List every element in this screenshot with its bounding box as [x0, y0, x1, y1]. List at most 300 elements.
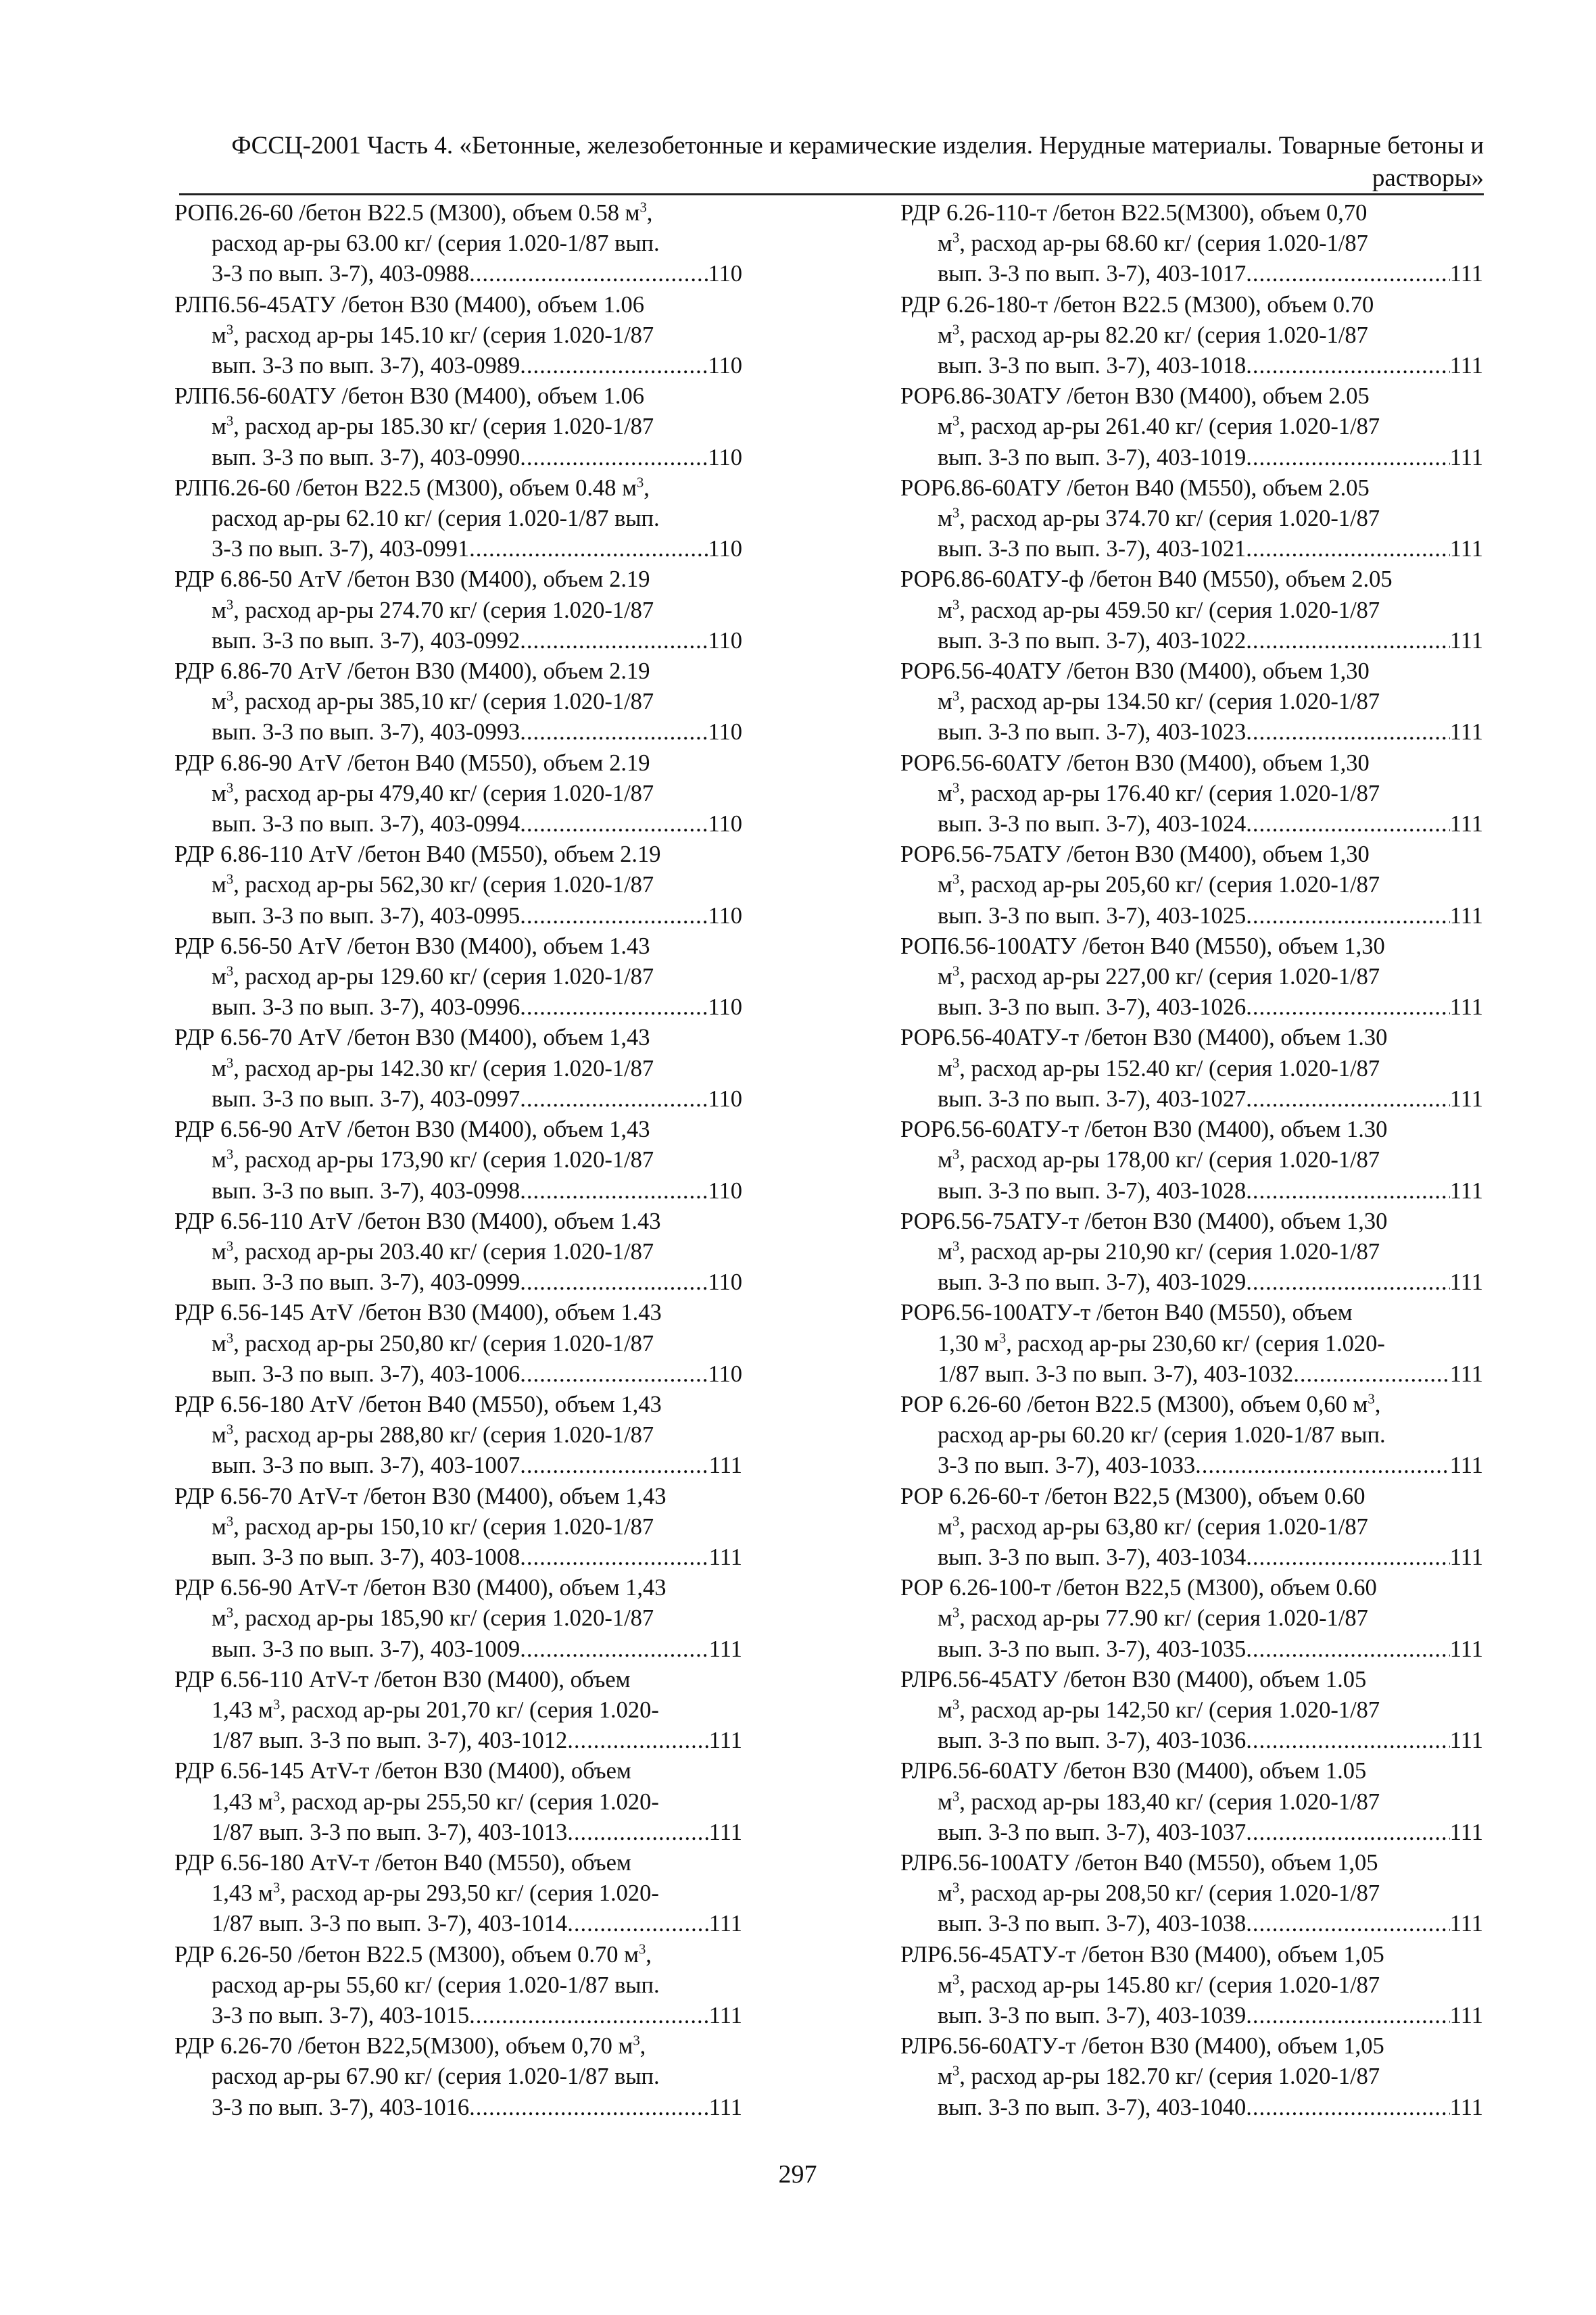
entry-line	[900, 1145, 1483, 1175]
entry-text: $м^3$, расход ар-ры 142,50 кг/ (серия 1.020-1/87	[938, 1697, 1380, 1723]
entry-page-ref: 110	[708, 994, 742, 1021]
superscript-3: 3	[226, 1239, 234, 1254]
entry-line	[174, 595, 742, 626]
entry-line	[174, 748, 742, 779]
entry-line	[174, 931, 742, 962]
catalog-entry	[900, 1573, 1483, 1665]
superscript-3: 3	[952, 1789, 960, 1805]
entry-page-ref: 110	[708, 536, 742, 562]
entry-page-ref: 111	[1449, 902, 1483, 929]
entry-line	[174, 1512, 742, 1542]
catalog-entry	[174, 381, 742, 473]
leader-dots	[520, 992, 708, 1023]
catalog-entry	[900, 931, 1483, 1023]
entry-text: вып. 3-3 по вып. 3-7), 403-0990	[212, 444, 521, 470]
superscript-3: 3	[633, 2033, 640, 2049]
entry-line	[174, 1970, 742, 2001]
entry-line	[174, 1207, 742, 1237]
entry-page-ref: 111	[1449, 536, 1483, 562]
left-column	[174, 198, 742, 2123]
leader-dots	[567, 1909, 709, 1939]
entry-line	[174, 1115, 742, 1145]
entry-text: РДР 6.26-70 /бетон В22,5(М300), объем 0,70 $м^3$,	[174, 2033, 646, 2060]
entry-text: вып. 3-3 по вып. 3-7), 403-0998	[212, 1177, 521, 1204]
entry-text: $м^3$, расход ар-ры 562,30 кг/ (серия 1.020-1/87	[212, 872, 654, 898]
entry-text: $м^3$, расход ар-ры 185.30 кг/ (серия 1.020-1/87	[212, 414, 654, 440]
entry-line	[174, 1420, 742, 1451]
entry-line	[900, 259, 1483, 289]
entry-text: РДР 6.56-50 AтV /бетон В30 (М400), объем 1.43	[174, 933, 650, 959]
entry-line	[900, 198, 1483, 228]
catalog-entry	[174, 1390, 742, 1482]
entry-line	[174, 1634, 742, 1665]
superscript-3: 3	[952, 414, 960, 429]
entry-line	[174, 534, 742, 564]
leader-dots	[1246, 2093, 1450, 2123]
entry-text: вып. 3-3 по вып. 3-7), 403-1025	[938, 902, 1247, 929]
entry-page-ref: 110	[708, 1177, 742, 1204]
superscript-3: 3	[952, 1880, 960, 1896]
entry-line	[174, 1756, 742, 1786]
catalog-entry	[174, 1756, 742, 1848]
leader-dots	[520, 1634, 709, 1665]
entry-line	[174, 1940, 742, 1970]
entry-text: $м^3$, расход ар-ры 77.90 кг/ (серия 1.020-1/87	[938, 1605, 1368, 1632]
catalog-entry	[174, 1940, 742, 2032]
entry-line	[900, 1482, 1483, 1512]
entry-text: РОР 6.26-60 /бетон В22.5 (М300), объем 0,60 $м^3$,	[900, 1391, 1381, 1417]
entry-text: вып. 3-3 по вып. 3-7), 403-1017	[938, 261, 1247, 287]
entry-page-ref: 111	[1449, 353, 1483, 379]
entry-text: вып. 3-3 по вып. 3-7), 403-0992	[212, 627, 521, 654]
leader-dots	[1246, 259, 1450, 289]
leader-dots	[520, 1542, 709, 1573]
superscript-3: 3	[226, 598, 234, 613]
entry-line	[900, 1207, 1483, 1237]
leader-dots	[520, 1176, 708, 1207]
superscript-3: 3	[952, 230, 960, 246]
entry-line	[900, 687, 1483, 717]
superscript-3: 3	[952, 781, 960, 796]
catalog-entry	[900, 473, 1483, 565]
entry-line	[174, 717, 742, 748]
entry-text: вып. 3-3 по вып. 3-7), 403-1026	[938, 994, 1247, 1021]
entry-line	[900, 2093, 1483, 2123]
entry-line	[900, 2001, 1483, 2031]
entry-page-ref: 111	[1449, 1453, 1483, 1479]
catalog-entry	[174, 748, 742, 840]
catalog-entry	[174, 1298, 742, 1390]
entry-text: РОР6.56-75АТУ-т /бетон В30 (М400), объем 1,30	[900, 1208, 1388, 1234]
leader-dots	[1246, 1726, 1450, 1756]
entry-line	[174, 1329, 742, 1359]
entry-text: $м^3$, расход ар-ры 182.70 кг/ (серия 1.020-1/87	[938, 2064, 1380, 2090]
entry-text: РДР 6.86-90 AтV /бетон В40 (М550), объем 2.19	[174, 750, 650, 776]
entry-line	[174, 809, 742, 839]
catalog-entry	[174, 1207, 742, 1298]
leader-dots	[1246, 901, 1450, 931]
leader-dots	[520, 1451, 709, 1481]
catalog-entry	[900, 290, 1483, 382]
entry-line	[900, 809, 1483, 839]
entry-text: $м^3$, расход ар-ры 145.10 кг/ (серия 1.020-1/87	[212, 322, 654, 348]
entry-line	[900, 2031, 1483, 2062]
entry-text: расход ар-ры 62.10 кг/ (серия 1.020-1/87 вып.	[212, 506, 660, 532]
entry-line	[900, 443, 1483, 473]
catalog-entry	[900, 198, 1483, 290]
entry-text: РЛП6.56-60АТУ /бетон В30 (М400), объем 1.06	[174, 383, 644, 410]
catalog-entry	[174, 1482, 742, 1574]
entry-text: вып. 3-3 по вып. 3-7), 403-1027	[938, 1086, 1247, 1112]
catalog-entry	[900, 564, 1483, 656]
entry-page-ref: 111	[708, 2002, 742, 2028]
entry-line	[900, 1359, 1483, 1390]
superscript-3: 3	[952, 1697, 960, 1713]
superscript-3: 3	[952, 1972, 960, 1988]
entry-line	[900, 1940, 1483, 1970]
superscript-3: 3	[952, 506, 960, 521]
entry-line	[900, 381, 1483, 412]
entry-text: вып. 3-3 по вып. 3-7), 403-1007	[212, 1453, 521, 1479]
entry-line	[900, 1695, 1483, 1726]
entry-line	[174, 870, 742, 900]
entry-page-ref: 110	[708, 1361, 742, 1387]
entry-line	[900, 1390, 1483, 1420]
entry-text: РЛР6.56-45АТУ /бетон В30 (М400), объем 1.05	[900, 1666, 1367, 1692]
entry-text: $м^3$, расход ар-ры 459.50 кг/ (серия 1.020-1/87	[938, 597, 1380, 623]
entry-text: РЛР6.56-60АТУ /бетон В30 (М400), объем 1.05	[900, 1758, 1367, 1784]
entry-text: вып. 3-3 по вып. 3-7), 403-1037	[938, 1819, 1247, 1845]
entry-line	[900, 2062, 1483, 2092]
entry-page-ref: 111	[708, 1819, 742, 1845]
entry-text: $м^3$, расход ар-ры 178,00 кг/ (серия 1.020-1/87	[938, 1147, 1380, 1173]
entry-text: 3-3 по вып. 3-7), 403-0991	[212, 536, 470, 562]
superscript-3: 3	[226, 964, 234, 979]
entry-text: РДР 6.86-110 AтV /бетон В40 (М550), объем 2.19	[174, 842, 661, 868]
entry-text: $м^3$, расход ар-ры 183,40 кг/ (серия 1.020-1/87	[938, 1788, 1380, 1815]
entry-text: РДР 6.56-90 AтV-т /бетон В30 (М400), объем 1,43	[174, 1575, 667, 1601]
entry-line	[900, 1451, 1483, 1481]
entry-text: $м^3$, расход ар-ры 261.40 кг/ (серия 1.020-1/87	[938, 414, 1380, 440]
entry-line	[174, 1878, 742, 1909]
entry-line	[174, 1482, 742, 1512]
entry-line	[900, 1176, 1483, 1207]
entry-text: РДР 6.26-50 /бетон В22.5 (М300), объем 0.70 $м^3$,	[174, 1941, 652, 1968]
entry-line	[174, 656, 742, 687]
entry-page-ref: 111	[1449, 1636, 1483, 1662]
leader-dots	[1246, 1818, 1450, 1848]
entry-line	[900, 992, 1483, 1023]
entry-line	[174, 381, 742, 412]
entry-text: вып. 3-3 по вып. 3-7), 403-1018	[938, 353, 1247, 379]
entry-text: РДР 6.56-180 AтV-т /бетон В40 (М550), объем	[174, 1849, 631, 1876]
entry-page-ref: 111	[708, 1544, 742, 1570]
superscript-3: 3	[226, 872, 234, 887]
header-rule	[179, 193, 1484, 195]
entry-line	[174, 1695, 742, 1726]
catalog-entry	[174, 1665, 742, 1757]
entry-page-ref: 111	[1449, 261, 1483, 287]
leader-dots	[469, 2093, 709, 2123]
entry-line	[900, 1023, 1483, 1053]
entry-page-ref: 110	[708, 811, 742, 837]
entry-text: 1,43 $м^3$, расход ар-ры 293,50 кг/ (серия 1.020-	[212, 1880, 659, 1907]
entry-line	[900, 1756, 1483, 1786]
entry-line	[900, 1634, 1483, 1665]
entry-line	[174, 626, 742, 656]
entry-line	[900, 1665, 1483, 1695]
page-number: 297	[778, 2160, 817, 2189]
entry-line	[900, 564, 1483, 595]
entry-line	[900, 1970, 1483, 2001]
entry-text: РОР6.56-60АТУ-т /бетон В30 (М400), объем 1.30	[900, 1117, 1388, 1143]
entry-text: вып. 3-3 по вып. 3-7), 403-1034	[938, 1544, 1247, 1570]
entry-text: вып. 3-3 по вып. 3-7), 403-0996	[212, 994, 521, 1021]
superscript-3: 3	[639, 200, 647, 216]
entry-line	[174, 962, 742, 992]
entry-text: $м^3$, расход ар-ры 210,90 кг/ (серия 1.020-1/87	[938, 1238, 1380, 1265]
leader-dots	[567, 1726, 709, 1756]
entry-text: РДР 6.56-110 AтV-т /бетон В30 (М400), объем	[174, 1666, 631, 1692]
entry-line	[900, 1878, 1483, 1909]
superscript-3: 3	[952, 598, 960, 613]
entry-line	[900, 228, 1483, 259]
entry-line	[174, 2031, 742, 2062]
entry-text: $м^3$, расход ар-ры 129.60 кг/ (серия 1.020-1/87	[212, 964, 654, 990]
superscript-3: 3	[952, 689, 960, 704]
entry-text: $м^3$, расход ар-ры 68.60 кг/ (серия 1.020-1/87	[938, 230, 1368, 257]
entry-text: вып. 3-3 по вып. 3-7), 403-1008	[212, 1544, 521, 1570]
entry-text: вып. 3-3 по вып. 3-7), 403-1021	[938, 536, 1247, 562]
entry-line	[900, 1512, 1483, 1542]
entry-text: вып. 3-3 по вып. 3-7), 403-1009	[212, 1636, 521, 1662]
entry-line	[900, 320, 1483, 351]
leader-dots	[520, 443, 708, 473]
catalog-entry	[174, 473, 742, 565]
catalog-entry	[900, 656, 1483, 748]
page-header	[132, 130, 1484, 195]
entry-text: РОП6.26-60 /бетон В22.5 (М300), объем 0.58 $м^3$,	[174, 200, 653, 226]
right-column	[900, 198, 1483, 2123]
entry-text: РОР6.56-40АТУ /бетон В30 (М400), объем 1,30	[900, 658, 1370, 685]
superscript-3: 3	[952, 2064, 960, 2079]
entry-text: $м^3$, расход ар-ры 274.70 кг/ (серия 1.020-1/87	[212, 597, 654, 623]
entry-line	[174, 1542, 742, 1573]
superscript-3: 3	[952, 1239, 960, 1254]
entry-line	[174, 198, 742, 228]
entry-line	[900, 504, 1483, 534]
superscript-3: 3	[952, 1056, 960, 1071]
superscript-3: 3	[1368, 1392, 1375, 1407]
entry-line	[174, 1298, 742, 1328]
entry-text: РДР 6.56-90 AтV /бетон В30 (М400), объем 1,43	[174, 1117, 650, 1143]
entry-page-ref: 111	[708, 2094, 742, 2120]
entry-page-ref: 110	[708, 353, 742, 379]
entry-text: 1,43 $м^3$, расход ар-ры 255,50 кг/ (серия 1.020-	[212, 1788, 659, 1815]
entry-line	[900, 290, 1483, 320]
entry-text: $м^3$, расход ар-ры 374.70 кг/ (серия 1.020-1/87	[938, 506, 1380, 532]
superscript-3: 3	[952, 1147, 960, 1163]
entry-text: РЛП6.26-60 /бетон В22.5 (М300), объем 0.48 $м^3$,	[174, 474, 650, 501]
entry-page-ref: 111	[1449, 994, 1483, 1021]
leader-dots	[520, 1084, 708, 1115]
superscript-3: 3	[226, 1331, 234, 1346]
entry-line	[900, 901, 1483, 931]
entry-line	[174, 1573, 742, 1603]
superscript-3: 3	[226, 1056, 234, 1071]
leader-dots	[520, 626, 708, 656]
entry-line	[900, 1818, 1483, 1848]
entry-text: 1/87 вып. 3-3 по вып. 3-7), 403-1013	[212, 1819, 568, 1845]
entry-page-ref: 111	[1449, 1177, 1483, 1204]
entry-text: 1,43 $м^3$, расход ар-ры 201,70 кг/ (серия 1.020-	[212, 1697, 659, 1723]
entry-text: РДР 6.56-70 AтV /бетон В30 (М400), объем 1,43	[174, 1025, 650, 1051]
entry-line	[174, 992, 742, 1023]
entry-text: $м^3$, расход ар-ры 205,60 кг/ (серия 1.020-1/87	[938, 872, 1380, 898]
entry-line	[174, 779, 742, 809]
entry-text: РДР 6.26-180-т /бетон В22.5 (М300), объем 0.70	[900, 291, 1374, 318]
entry-line	[900, 412, 1483, 442]
entry-text: $м^3$, расход ар-ры 150,10 кг/ (серия 1.020-1/87	[212, 1513, 654, 1540]
catalog-entry	[900, 748, 1483, 840]
entry-line	[174, 443, 742, 473]
entry-page-ref: 110	[708, 719, 742, 746]
entry-page-ref: 110	[708, 261, 742, 287]
entry-line	[174, 1054, 742, 1084]
entry-text: $м^3$, расход ар-ры 288,80 кг/ (серия 1.020-1/87	[212, 1422, 654, 1448]
entry-text: вып. 3-3 по вып. 3-7), 403-1019	[938, 444, 1247, 470]
entry-page-ref: 110	[708, 1269, 742, 1296]
entry-line	[174, 2001, 742, 2031]
entry-text: РЛР6.56-45АТУ-т /бетон В30 (М400), объем 1,05	[900, 1941, 1384, 1968]
leader-dots	[567, 1818, 709, 1848]
entry-line	[900, 748, 1483, 779]
superscript-3: 3	[272, 1789, 281, 1805]
entry-text: вып. 3-3 по вып. 3-7), 403-1036	[938, 1728, 1247, 1754]
entry-text: вып. 3-3 по вып. 3-7), 403-1040	[938, 2094, 1247, 2120]
entry-text: РДР 6.56-145 AтV-т /бетон В30 (М400), объем	[174, 1758, 631, 1784]
entry-text: 1/87 вып. 3-3 по вып. 3-7), 403-1014	[212, 1911, 568, 1937]
superscript-3: 3	[998, 1331, 1007, 1346]
entry-text: РДР 6.56-180 AтV /бетон В40 (М550), объем 1,43	[174, 1391, 662, 1417]
superscript-3: 3	[226, 322, 234, 338]
superscript-3: 3	[226, 1422, 234, 1438]
entry-text: вып. 3-3 по вып. 3-7), 403-1022	[938, 627, 1247, 654]
entry-text: расход ар-ры 63.00 кг/ (серия 1.020-1/87 вып.	[212, 230, 660, 257]
entry-text: $м^3$, расход ар-ры 185,90 кг/ (серия 1.020-1/87	[212, 1605, 654, 1632]
entry-text: 3-3 по вып. 3-7), 403-1016	[212, 2094, 470, 2120]
leader-dots	[520, 717, 708, 748]
entry-page-ref: 111	[1449, 1361, 1483, 1387]
catalog-entry	[900, 1756, 1483, 1848]
entry-line	[900, 1603, 1483, 1634]
entry-line	[174, 320, 742, 351]
entry-line	[174, 1237, 742, 1267]
leader-dots	[1246, 1084, 1450, 1115]
entry-text: вып. 3-3 по вып. 3-7), 403-0993	[212, 719, 521, 746]
entry-line	[900, 839, 1483, 870]
entry-line	[174, 504, 742, 534]
leader-dots	[469, 534, 708, 564]
entry-text: РОР6.86-60АТУ /бетон В40 (М550), объем 2.05	[900, 474, 1370, 501]
entry-line	[174, 1390, 742, 1420]
entry-text: расход ар-ры 60.20 кг/ (серия 1.020-1/87 вып.	[938, 1422, 1386, 1448]
leader-dots	[520, 809, 708, 839]
entry-page-ref: 111	[1449, 627, 1483, 654]
entry-text: $м^3$, расход ар-ры 134.50 кг/ (серия 1.020-1/87	[938, 689, 1380, 715]
catalog-entry	[900, 1298, 1483, 1390]
entry-line	[174, 473, 742, 504]
leader-dots	[1246, 2001, 1450, 2031]
catalog-entry	[900, 2031, 1483, 2123]
catalog-entry	[174, 198, 742, 290]
entry-line	[174, 1787, 742, 1818]
entry-text: 3-3 по вып. 3-7), 403-1033	[938, 1453, 1196, 1479]
entry-line	[900, 1848, 1483, 1878]
entry-text: $м^3$, расход ар-ры 385,10 кг/ (серия 1.020-1/87	[212, 689, 654, 715]
catalog-entry	[174, 839, 742, 931]
entry-line	[900, 1237, 1483, 1267]
leader-dots	[520, 351, 708, 381]
entry-text: РЛР6.56-60АТУ-т /бетон В30 (М400), объем 1,05	[900, 2033, 1384, 2060]
entry-text: РДР 6.86-70 AтV /бетон В30 (М400), объем 2.19	[174, 658, 650, 685]
entry-line	[900, 717, 1483, 748]
entry-text: $м^3$, расход ар-ры 227,00 кг/ (серия 1.020-1/87	[938, 964, 1380, 990]
catalog-entry	[174, 290, 742, 382]
entry-text: вып. 3-3 по вып. 3-7), 403-0997	[212, 1086, 521, 1112]
entry-line	[174, 1909, 742, 1939]
entry-text: РДР 6.56-145 AтV /бетон В30 (М400), объем 1.43	[174, 1300, 662, 1326]
leader-dots	[1246, 717, 1450, 748]
entry-text: РОР6.56-40АТУ-т /бетон В30 (М400), объем 1.30	[900, 1025, 1388, 1051]
entry-page-ref: 110	[708, 444, 742, 470]
entry-page-ref: 111	[708, 1453, 742, 1479]
entry-text: РОР6.56-60АТУ /бетон В30 (М400), объем 1,30	[900, 750, 1370, 776]
superscript-3: 3	[952, 1514, 960, 1530]
entry-line	[900, 1542, 1483, 1573]
catalog-entry	[174, 564, 742, 656]
entry-line	[174, 1603, 742, 1634]
leader-dots	[1246, 1542, 1450, 1573]
entry-text: РОП6.56-100АТУ /бетон В40 (М550), объем 1,30	[900, 933, 1385, 959]
entry-page-ref: 111	[708, 1636, 742, 1662]
entry-text: $м^3$, расход ар-ры 208,50 кг/ (серия 1.020-1/87	[938, 1880, 1380, 1907]
leader-dots	[1246, 351, 1450, 381]
entry-line	[900, 351, 1483, 381]
entry-line	[900, 595, 1483, 626]
entry-page-ref: 111	[1449, 1544, 1483, 1570]
superscript-3: 3	[272, 1697, 281, 1713]
entry-text: 3-3 по вып. 3-7), 403-1015	[212, 2002, 470, 2028]
entry-page-ref: 111	[1449, 1086, 1483, 1112]
entry-line	[174, 839, 742, 870]
leader-dots	[1246, 1634, 1450, 1665]
leader-dots	[1293, 1359, 1450, 1390]
leader-dots	[1246, 809, 1450, 839]
entry-line	[174, 564, 742, 595]
catalog-entry	[174, 656, 742, 748]
entry-text: расход ар-ры 55,60 кг/ (серия 1.020-1/87 вып.	[212, 1972, 660, 1998]
leader-dots	[1195, 1451, 1450, 1481]
entry-line	[900, 534, 1483, 564]
catalog-entry	[174, 1573, 742, 1665]
superscript-3: 3	[226, 1605, 234, 1621]
superscript-3: 3	[952, 872, 960, 887]
superscript-3: 3	[226, 1514, 234, 1530]
entry-text: $м^3$, расход ар-ры 479,40 кг/ (серия 1.020-1/87	[212, 780, 654, 806]
entry-text: 1/87 вып. 3-3 по вып. 3-7), 403-1032	[938, 1361, 1294, 1387]
leader-dots	[469, 259, 708, 289]
